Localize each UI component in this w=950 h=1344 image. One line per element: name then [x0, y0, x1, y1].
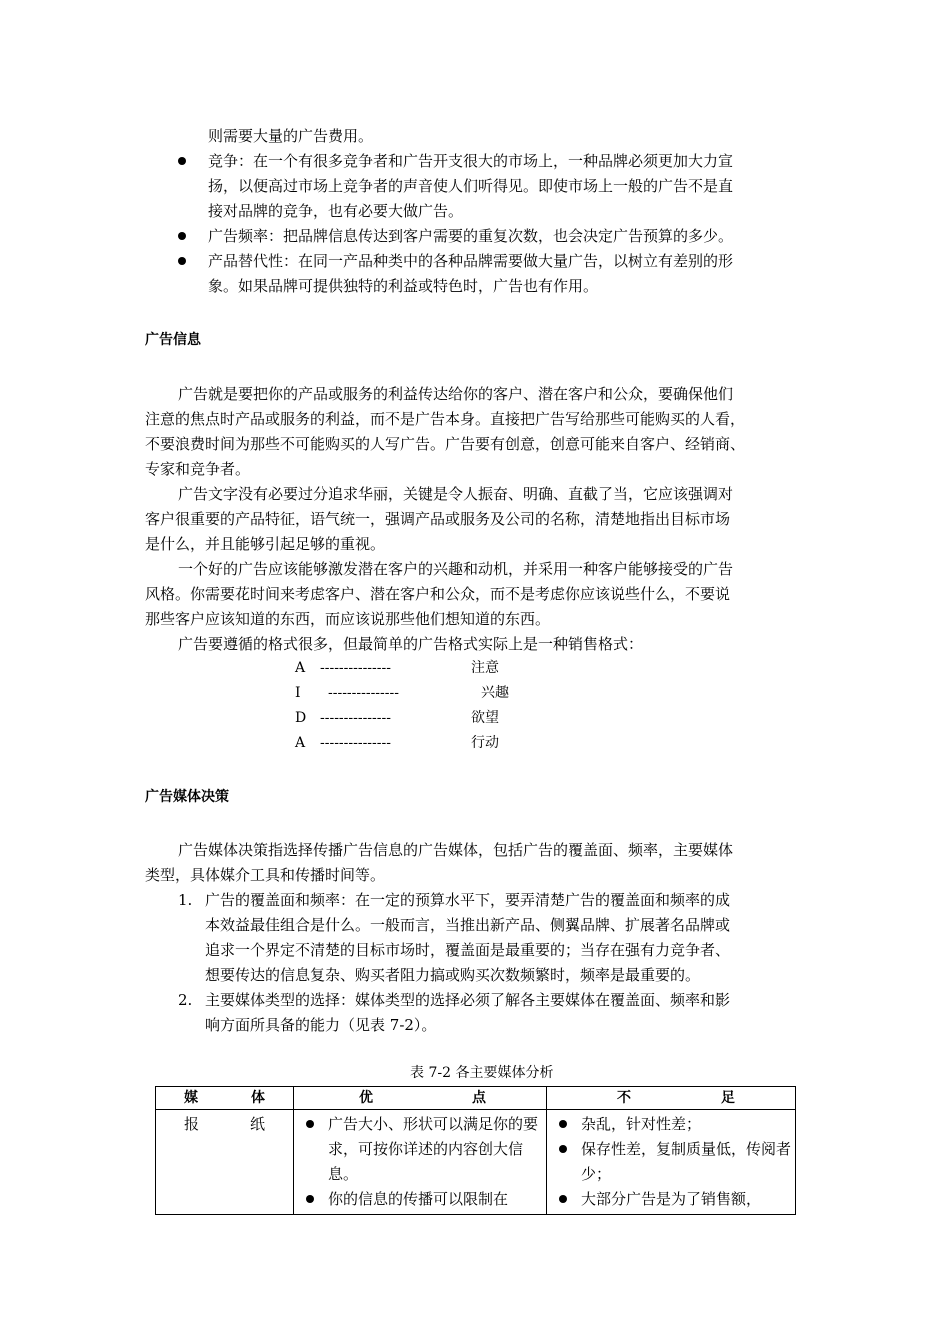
header-char: 优	[359, 1090, 373, 1106]
paragraph-line: 广告文字没有必要过分追求华丽，关键是令人振奋、明确、直截了当，它应该强调对	[178, 485, 734, 503]
bullet-icon	[559, 1195, 567, 1203]
aida-meaning: 欲望	[471, 710, 499, 726]
header-char: 体	[251, 1090, 265, 1106]
table-header-row	[156, 1087, 796, 1110]
bullet-icon	[559, 1145, 567, 1153]
table-caption: 表 7-2 各主要媒体分析	[410, 1065, 554, 1081]
intro-continuation: 则需要大量的广告费用。	[208, 127, 374, 145]
aida-letter: D	[295, 710, 307, 726]
header-char: 足	[721, 1090, 735, 1106]
paragraph-line: 专家和竞争者。	[145, 460, 251, 478]
cons-text: 杂乱，针对性差；	[581, 1115, 702, 1133]
aida-letter: A	[295, 660, 306, 676]
aida-dashes: ---------------	[320, 735, 391, 751]
pros-text: 你的信息的传播可以限制在	[328, 1190, 509, 1208]
section-heading-media-decision: 广告媒体决策	[145, 789, 229, 805]
cons-text: 大部分广告是为了销售额，	[581, 1190, 762, 1208]
paragraph-line: 是什么，并且能够引起足够的重视。	[145, 535, 386, 553]
factor-line: 产品替代性：在同一产品种类中的各种品牌需要做大量广告，以树立有差别的形	[208, 252, 734, 270]
aida-meaning: 兴趣	[481, 685, 509, 701]
bullet-icon	[306, 1195, 314, 1203]
list-item-line: 广告的覆盖面和频率：在一定的预算水平下，要弄清楚广告的覆盖面和频率的成	[205, 891, 731, 909]
header-pros	[294, 1087, 547, 1110]
paragraph-line: 风格。你需要花时间来考虑客户、潜在客户和公众，而不是考虑你应该说些什么，不要说	[145, 585, 731, 603]
section-heading-ad-message: 广告信息	[145, 332, 201, 348]
cons-item	[551, 1137, 791, 1187]
list-number: 1.	[178, 891, 193, 909]
list-item-line: 主要媒体类型的选择：媒体类型的选择必须了解各主要媒体在覆盖面、频率和影	[205, 991, 731, 1009]
header-char: 点	[472, 1090, 486, 1106]
factor-line: 象。如果品牌可提供独特的利益或特色时，广告也有作用。	[208, 277, 599, 295]
aida-dashes: ---------------	[320, 710, 391, 726]
paragraph-line: 类型，具体媒介工具和传播时间等。	[145, 866, 386, 884]
list-item-line: 想要传达的信息复杂、购买者阻力搞或购买次数频繁时，频率是最重要的。	[205, 966, 701, 984]
list-number: 2.	[178, 991, 193, 1009]
list-item-line: 响方面所具备的能力（见表 7-2）。	[205, 1016, 437, 1034]
aida-dashes: ---------------	[328, 685, 399, 701]
bullet-icon	[178, 232, 186, 240]
cell-pros	[294, 1110, 547, 1215]
cons-item	[551, 1112, 791, 1137]
bullet-icon	[559, 1120, 567, 1128]
aida-meaning: 注意	[471, 660, 499, 676]
bullet-icon	[306, 1120, 314, 1128]
pros-text: 广告大小、形状可以满足你的要求，可按你详述的内容创大信息。	[328, 1115, 539, 1183]
factor-line: 扬，以便高过市场上竞争者的声音使人们听得见。即使市场上一般的广告不是直	[208, 177, 734, 195]
cell-cons	[547, 1110, 796, 1215]
pros-item	[298, 1112, 542, 1187]
paragraph-line: 那些客户应该知道的东西，而应该说那些他们想知道的东西。	[145, 610, 551, 628]
bullet-icon	[178, 257, 186, 265]
header-media	[156, 1087, 294, 1110]
aida-meaning: 行动	[471, 735, 499, 751]
cell-media	[156, 1110, 294, 1215]
paragraph-line: 广告就是要把你的产品或服务的利益传达给你的客户、潜在客户和公众，要确保他们	[178, 385, 734, 403]
list-item-line: 追求一个界定不清楚的目标市场时，覆盖面是最重要的；当存在强有力竞争者、	[205, 941, 731, 959]
pros-item	[298, 1187, 542, 1212]
aida-letter: I	[295, 685, 301, 701]
media-char: 纸	[249, 1115, 265, 1133]
aida-dashes: ---------------	[320, 660, 391, 676]
bullet-icon	[178, 157, 186, 165]
cons-text: 保存性差，复制质量低，传阅者少；	[581, 1140, 792, 1183]
paragraph-line: 广告要遵循的格式很多，但最简单的广告格式实际上是一种销售格式：	[178, 635, 644, 653]
header-char: 媒	[184, 1090, 198, 1106]
paragraph-line: 注意的焦点时产品或服务的利益，而不是广告本身。直接把广告写给那些可能购买的人看，	[145, 410, 746, 428]
cons-item	[551, 1187, 791, 1212]
header-char: 不	[617, 1090, 631, 1106]
media-char: 报	[184, 1115, 200, 1133]
paragraph-line: 客户很重要的产品特征，语气统一，强调产品或服务及公司的名称，清楚地指出目标市场	[145, 510, 731, 528]
paragraph-line: 不要浪费时间为那些不可能购买的人写广告。广告要有创意，创意可能来自客户、经销商、	[145, 435, 746, 453]
factor-line: 广告频率：把品牌信息传达到客户需要的重复次数，也会决定广告预算的多少。	[208, 227, 734, 245]
table-row	[156, 1110, 796, 1215]
header-cons	[547, 1087, 796, 1110]
paragraph-line: 广告媒体决策指选择传播广告信息的广告媒体，包括广告的覆盖面、频率，主要媒体	[178, 841, 734, 859]
paragraph-line: 一个好的广告应该能够激发潜在客户的兴趣和动机，并采用一种客户能够接受的广告	[178, 560, 734, 578]
aida-letter: A	[295, 735, 306, 751]
list-item-line: 本效益最佳组合是什么。一般而言，当推出新产品、侧翼品牌、扩展著名品牌或	[205, 916, 731, 934]
media-analysis-table	[155, 1086, 796, 1215]
factor-line: 接对品牌的竞争，也有必要大做广告。	[208, 202, 464, 220]
factor-line: 竞争：在一个有很多竞争者和广告开支很大的市场上，一种品牌必须更加大力宣	[208, 152, 734, 170]
